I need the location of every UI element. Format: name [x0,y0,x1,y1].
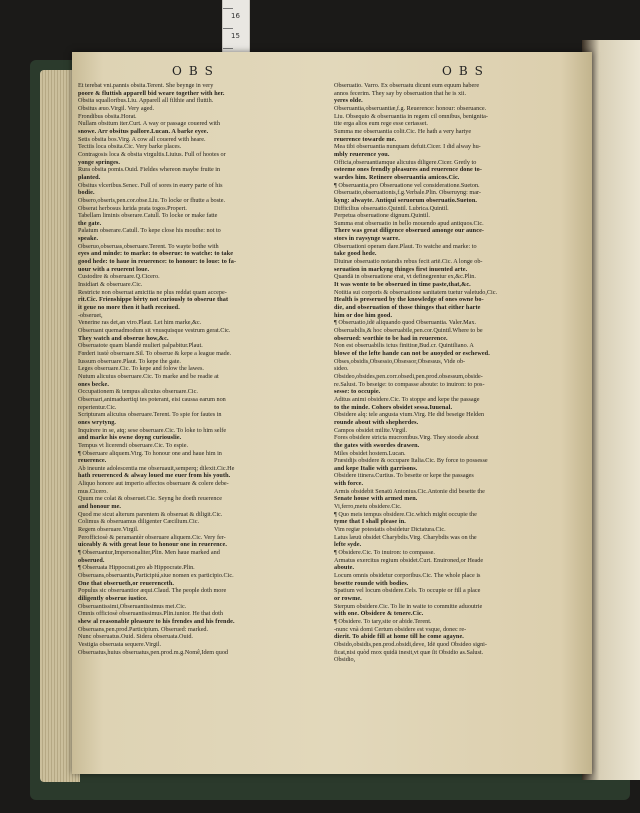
entry-line: wardes him. Retinere obseruantia amicos.Cic. [334,173,460,181]
left-column [78,82,324,656]
entry-line: Obsitus vlceribus.Senec. Full of sores in euery parte of his [78,181,223,189]
entry-line: diligently obserue iustice. [78,594,148,602]
entry-line: annos fecerim. They say by obseruation that he is xii. [334,89,467,97]
entry-line: Obsita squalloribus.Liu. Apparell all filthie and fluttih. [78,97,214,105]
entry-line: Obserat herbosus lurida prata togos.Propert. [78,204,187,212]
right-column [334,82,580,664]
entry-line: obserued: worthie to be had in reuerence. [334,334,448,342]
entry-line: rit.Cic. Frienshippe bèrty not curiously to obserue that [78,296,229,304]
entry-line: take good hede. [334,250,377,258]
entry-line: Obsido,obsidis,pen.prod.obsidi,deve, Idē quod Obsideo signi- [334,640,487,648]
entry-line: Et terebat vni.pannis obsita.Terent. She beynge in very [78,82,214,89]
running-head-right: OBS [442,64,490,78]
entry-line: Nullam obsitum iter.Curt. A way or passage couered with [78,120,220,128]
entry-line: tyme that I shall please in. [334,518,406,526]
entry-line: ¶ Obseruantia,pro Obseruatione vel consideratione.Sueton. [334,181,480,189]
entry-line: Obseruans,obseruantis,Participiú,siue nomen ex participio.Cic. [78,572,234,579]
entry-line: Obsero,obseris,pen.cor.obse.Liu. To locke or fhutte a boste. [78,196,226,204]
entry-line: yonge springes. [78,158,121,166]
entry-line: Fores obsidere stricta mucronibus.Virg. They stoode about [334,434,479,442]
entry-line: Non est obseruabilis ictus finitiræ,Bud.cr. Quintiliano. A [334,342,474,350]
entry-line: Obseruant quemadmodum sit vnusquisque vestrum gerat.Cic. [78,327,231,334]
entry-line: tite erga alios eum rege esse certasset. [334,120,428,128]
entry-line: There was great diligence obserued amonge our aunce- [334,227,485,235]
entry-line: Præsidijs obsidere & occupare Italia.Cic. By force to possesse [334,457,488,465]
entry-line: Tempus vt licerendi obseruare.Cic. To espie. [78,441,189,449]
entry-line: Quum me colat & obseruet.Cic. Seyng he doeth reuerence [78,495,222,503]
entry-line: besette rounde with bodies. [334,579,409,587]
entry-line: ¶ Obseruantur,Impersonaliter,Plin. Men haue marked and [78,549,220,557]
entry-line: Scripturam alicuius obseruare.Terent. To spie for fautes in [78,411,222,419]
ruler-number: 15 [231,32,240,40]
entry-line: mus.Cicero. [78,487,108,495]
entry-line: Obseruantissimi,Obseruantissimus mei.Cic. [78,602,187,610]
entry-line: ficat,nisi quòd mox quidā inesit,vt quæ ſit Obsidio as.Salust. [334,648,484,656]
entry-line: Armis obsidebit Senatū Antonius.Cic.Antonie did besette the [334,487,485,495]
entry-line: Iussum obseruare.Plaut. To kepe the gate. [78,357,181,365]
entry-line: ¶ Obseruata Hippocrati,pro ab Hippocrate.Plin. [78,564,195,572]
entry-line: Difficilius obseruatio.Quintil. Lubrica.Quintil. [334,204,449,212]
entry-line: Obsidere itinera.Curtius. To besette or kepe the passages [334,472,474,480]
entry-line: Obsidere alq: tele angusta vium.Virg. He did beseige Helden [334,411,485,419]
entry-line: shew al reasonable pleasure to his frendes and his frende. [78,617,235,625]
entry-line: Obseruari,animaduertiqi tes poterant, eisi caussa earum non [78,395,226,403]
ruler-number: 16 [231,12,240,20]
entry-line: Aliquo honore aut imperio affectos obseruare & colere debe- [78,480,229,488]
entry-line: blowe of the lefte hande can not be auoyded or eschewed. [334,349,490,357]
entry-line: mbly reuerence you. [334,150,390,158]
entry-line: reuerence towarde me. [334,135,397,143]
entry-line: it geue no more then it hath receiued. [78,304,180,312]
entry-line: Palatum obserare.Catull. To kepe close his mouthe: not to [78,227,221,235]
entry-line: Tectiis loca obsita.Cic. Very barke places. [78,143,182,151]
entry-line: uour with a reuerent loue. [78,265,150,273]
entry-line: Colimus & obseruamus diligenter Cæcilium.Cic. [78,518,199,526]
entry-line: Summa erat obseruatio in bello mouendo apud antiquos.Cic. [334,219,484,227]
entry-line: rounde about with shepherdes. [334,418,419,426]
entry-line: Diuinæ obseruatio notandis rebus fecit artē.Cic. A longe ob- [334,258,483,266]
entry-line: Obsidio, [334,656,356,664]
entry-line: Populus sic obseruantior æqui.Claud. The people doth more [78,587,227,595]
entry-line: Vim regiæ potestatis obsidetur Dictatura.Cic. [334,526,446,534]
entry-line: Frondibus obsita.Horat. [78,112,137,120]
entry-line: uiceably & with great loue to honour one in reuerence. [78,541,227,549]
entry-line: with one. Obsidere & tenere.Cic. [334,610,424,618]
entry-line: planted. [78,173,101,181]
entry-line: bodie. [78,189,95,197]
entry-line: Insidiari & obseruare.Cic. [78,281,143,289]
entry-line: Custodire & obseruare.Q.Cicero. [78,273,160,281]
entry-line: Officia,obseruantiamque alicuius diligere.Cicer. Gretly to [334,158,477,166]
entry-line: Latus læuū obsidet Charybdis.Virg. Charybdis was on the [334,533,477,541]
entry-line: Quandā in obseruatione erat, vt definegrentur ex,&c.Plin. [334,273,476,281]
entry-line: with force. [334,480,364,488]
entry-line: obserued. [78,556,105,564]
entry-line: One that obserueth,or reuerenceth. [78,579,175,587]
entry-line: lefte syde. [334,541,362,549]
entry-line: esteeme ones frendly pleasures and reuerence done to- [334,166,482,174]
entry-line: They watch and obserue how,&c. [78,334,169,342]
entry-line: ones wrytyng. [78,418,117,426]
entry-line: and honour me. [78,503,122,511]
entry-line: poore & fluttish apparell bid weare together with her. [78,89,225,97]
entry-line: and marke his owne doyng curiouslie. [78,434,182,442]
entry-line: Contragosis loca & obsita virgultis.Liuius. Full of hootes or [78,150,226,158]
entry-line: Nunc obseruatus.Ouid. Sidera obseruata.Ouid. [78,633,193,641]
entry-line: Obseruans,pen.prod.Participium. Obserued: marked. [78,625,209,633]
entry-line: Locum omnis obsidetur corporibus.Cic. The whole place is [334,572,481,579]
entry-line: Health is preserued by the knowledge of ones owne bo- [334,296,484,304]
entry-line: Aditus animi obsidere.Cic. To stoppe and kepe the passage [334,395,480,403]
entry-line: Rura obsita pomis.Ouid. Fieldes whereon maybe fruite in [78,166,221,174]
entry-line: aboute. [334,564,355,572]
entry-line: Perofficiosè & peramantèr obseruare aliquem.Cic. Very fer- [78,533,226,541]
entry-line: ¶ Quo meis tempus obsidere.Cic.which might occupie the [334,510,477,518]
entry-line: stors in raysynge warre. [334,235,400,243]
entry-line: Restricte non obseruat amicitia ne plus reddat quam accepe- [78,288,227,296]
entry-line: Obses,obsidis,Obsessio,Obsessor,Obsessus, Vide ob- [334,357,466,365]
ruler-tick [223,8,233,9]
entry-line: Spatium vel locum obsidere.Cels. To occupie or fill a place [334,587,481,595]
entry-line: kyng: alwayte. Antiqui seruorum obseruatio.Sueton. [334,196,478,204]
entry-line: Mea tibi obseruantia nunquam defuit.Cicer. I did alway hu- [334,143,481,151]
entry-line: ¶ Obseruatio,idē aliquando quod Obseruantia. Valer.Max. [334,319,477,327]
ruler-tick [223,48,233,49]
entry-line: the gate. [78,219,102,227]
entry-line: seruation in markyng thinges first inuented arte. [334,265,468,273]
entry-line: Occupationem & tempus alicuius obseruare.Cic. [78,388,198,396]
entry-line: him or doe him good. [334,311,393,319]
entry-line: reuerence. [78,457,107,465]
entry-line: sideo. [334,365,349,373]
entry-line: yeres olde. [334,97,363,105]
entry-line: Leges obseruare.Cic. To kepe and folow the lawes. [78,365,204,373]
entry-line: or rowme. [334,594,362,602]
entry-line: good hede: to haue in reuerence: to honour: to loue: to fa- [78,258,237,266]
entry-line: Notitia sui corporis & obseruatione sanitatem tuetur valetudo,Cic. [334,288,498,296]
entry-line: Obseruationi operam dare.Plaut. To watche and marke: to [334,242,477,250]
entry-line: Tabellam liminis obserare.Catull. To locke or make fatte [78,212,218,220]
entry-line: Omnis officiosè obseruantissimus.Plin.iunior. He that doth [78,610,223,618]
entry-line: Obseruatio,obseruationis,f.g.Verbale.Plin. Obseruyng: mar- [334,189,481,197]
entry-line: Vestigia obseruata sequere.Virgil. [78,640,162,648]
entry-line: Inquirere in se, atq; sese obseruare.Cic. To loke to him selfe [78,426,227,434]
entry-line: Miles obsidet hostem.Lucan. [334,449,406,457]
running-head-left: OBS [172,64,220,78]
entry-line: Liu. Obsequio & obseruantia in regem cil omnibus, benignita- [334,112,488,120]
dictionary-page [72,52,592,774]
entry-line: -nunc vnà domi Certum obsidere est vsque, donec re- [334,625,467,633]
entry-line: Setis obsita bos.Virg. A cow all couered with heare. [78,135,206,143]
entry-line: and kepe Italie with garrisons. [334,464,418,472]
entry-line: ones becke. [78,380,110,388]
entry-line: to the minde. Cohors obsidet sessa.Iuuenal. [334,403,453,411]
entry-line: Nutum alicuius obseruare.Cic. To marke and be readie at [78,372,219,380]
entry-line: Obseruatio. Varro. Ex obseruatu dicunt eum equum habere [334,82,480,89]
entry-line: die, and obseruation of those thinges that either harte [334,304,481,312]
entry-line: Sterpum obsidere.Cic. To lie in waite to committe aduoutrie [334,602,483,610]
entry-line: Senate house with armed men. [334,495,418,503]
entry-line: eyes and minde: to marke: to obserue: to watche: to take [78,250,234,258]
entry-line: speake. [78,235,99,243]
entry-line: Perpetua obseruatione dignum.Quintil. [334,212,430,220]
entry-line: Obseruabilis,& hoc obseruabile,pen.cor.Quintil.Where to be [334,327,483,334]
entry-line: snowe. Arr obsitus pallore.Lucan. A barke eyee. [78,127,209,135]
entry-line: Obsideo,obsides,pen.corr.obsedi,pen.prod.obsessum,obside- [334,372,483,380]
entry-line: the gates with swordes drawen. [334,441,420,449]
entry-line: Venerine ras det,an viro.Plaut. Let him marke,&c. [78,319,202,327]
entry-line: hath reuerenced & alway loued me euer from his youth. [78,472,231,480]
entry-line: Obsitus æuo.Virgil. Very aged. [78,104,155,112]
entry-line: ¶ Obsidere. To tary,site or abide.Terent. [334,617,432,625]
ruler-tick [223,28,233,29]
entry-line: Obseruatote quam blandè mulieri palpabitur.Plaut. [78,342,203,350]
entry-line: ¶ Obsidere.Cic. To inuiron: to compasse. [334,549,435,557]
entry-line: Summa me obseruantia colit.Cic. He hath a very hartye [334,127,472,135]
entry-line: sesse: to occupie. [334,388,381,396]
entry-line: Campos obsidet milite.Virgil. [334,426,408,434]
entry-line: dierit. To abide fill at home till he come agayne. [334,633,464,641]
entry-line: Ab ineunte adolescentia me obseruauit,semperq; dilexit.Cic.He [78,464,235,472]
entry-line: Fœderi iustè obseruare.Sil. To obserue & kepe a league made. [78,349,232,357]
entry-line: reperientur.Cic. [78,403,117,411]
entry-line: Obseruatus,huius obseruatus,pen.prod.m.g.Nomê,Idem quod [78,648,229,656]
entry-line: -obseruet, [78,311,103,319]
entry-line: re.Salust. To beseige: to compasse aboute: to inuiron: to pos- [334,380,485,388]
entry-line: It was wonte to be obserued in time paste,that,&c. [334,281,471,289]
entry-line: Quod me sicut alterum parentem & obseruat & diligit.Cic. [78,510,223,518]
entry-line: Vi,ferro,metu obsidere.Cic. [334,503,402,511]
entry-line: Armatus exercitus regium obsidet.Curt. Enuironed,or Heade [334,556,484,564]
entry-line: ¶ Obseruare aliquem.Virg. To honour one and haue him in [78,449,222,457]
entry-line: Obseruantia,obseruantiæ,f.g. Reuerence: honour: obseruance. [334,104,487,112]
entry-line: Obseruo,obseruas,obseruare.Terent. To wayte bothe with [78,242,219,250]
entry-line: Regem obseruare.Virgil. [78,526,139,534]
